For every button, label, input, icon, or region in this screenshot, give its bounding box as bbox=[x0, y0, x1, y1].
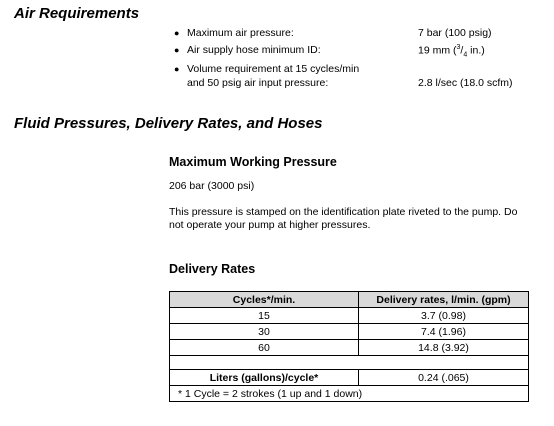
column-header-cycles: Cycles*/min. bbox=[170, 292, 359, 308]
cycles-cell: 15 bbox=[170, 308, 359, 324]
air-item-value: 7 bar (100 psig) bbox=[418, 27, 492, 39]
ratio-value-cell: 0.24 (.065) bbox=[359, 370, 529, 386]
ratio-label-cell: Liters (gallons)/cycle* bbox=[170, 370, 359, 386]
table-header-row bbox=[170, 292, 529, 308]
max-working-pressure-heading: Maximum Working Pressure bbox=[169, 155, 337, 169]
bullet-icon: ● bbox=[174, 28, 180, 38]
air-item-label: Volume requirement at 15 cycles/min bbox=[187, 63, 360, 75]
pressure-note-line: not operate your pump at higher pressures. bbox=[169, 219, 371, 231]
air-item-label: Air supply hose minimum ID: bbox=[187, 44, 321, 56]
cycles-cell: 30 bbox=[170, 324, 359, 340]
table-spacer-row bbox=[170, 356, 529, 370]
delivery-rates-heading: Delivery Rates bbox=[169, 262, 256, 276]
rate-cell: 7.4 (1.96) bbox=[359, 324, 529, 340]
spacer-cell bbox=[170, 356, 529, 370]
column-header-delivery-rates: Delivery rates, l/min. (gpm) bbox=[359, 292, 529, 308]
footnote-cell: * 1 Cycle = 2 strokes (1 up and 1 down) bbox=[170, 386, 529, 402]
table-row bbox=[170, 308, 529, 324]
table-footnote-row bbox=[170, 386, 529, 402]
rate-cell: 14.8 (3.92) bbox=[359, 340, 529, 356]
cycles-cell: 60 bbox=[170, 340, 359, 356]
air-item-value: 19 mm ($^3/_4$ in.) bbox=[418, 44, 485, 59]
air-item-label: Maximum air pressure: bbox=[187, 27, 294, 39]
rate-cell: 3.7 (0.98) bbox=[359, 308, 529, 324]
air-requirements-heading: Air Requirements bbox=[14, 5, 140, 22]
bullet-icon: ● bbox=[174, 64, 180, 74]
air-item-label: and 50 psig air input pressure: bbox=[187, 77, 329, 89]
table-row bbox=[170, 324, 529, 340]
bullet-icon: ● bbox=[174, 45, 180, 55]
fluid-pressures-heading: Fluid Pressures, Delivery Rates, and Hoses bbox=[14, 115, 323, 132]
max-pressure-value: 206 bar (3000 psi) bbox=[169, 180, 255, 192]
table-row-ratio bbox=[170, 370, 529, 386]
delivery-rates-table bbox=[169, 291, 529, 402]
pressure-note-line: This pressure is stamped on the identification plate riveted to the pump. Do bbox=[169, 206, 518, 218]
air-item-value: 2.8 l/sec (18.0 scfm) bbox=[418, 77, 513, 89]
table-row bbox=[170, 340, 529, 356]
